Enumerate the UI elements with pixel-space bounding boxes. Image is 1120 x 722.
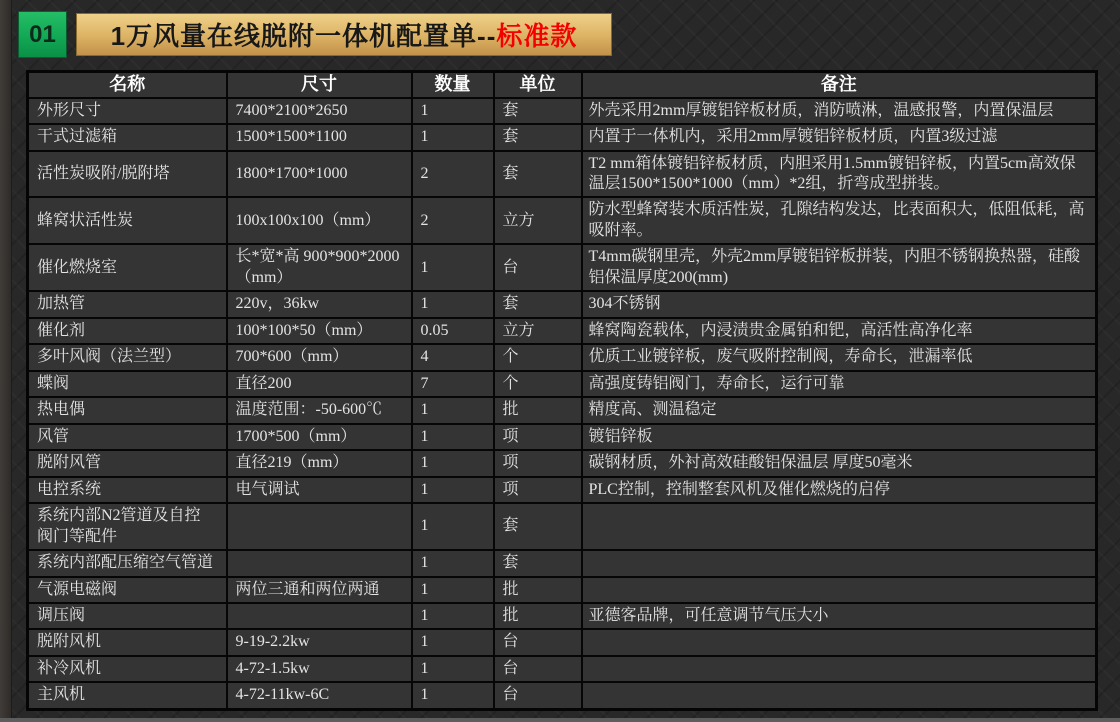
table-cell: 镀铝锌板 bbox=[582, 424, 1097, 450]
table-cell: 温度范围：-50-600℃ bbox=[227, 397, 412, 423]
table-cell: 催化剂 bbox=[28, 318, 227, 344]
table-cell: 蝶阀 bbox=[28, 371, 227, 397]
table-cell: 台 bbox=[494, 682, 582, 709]
slide-number: 01 bbox=[29, 20, 56, 48]
table-row bbox=[28, 397, 1097, 423]
table-cell: 2 bbox=[412, 197, 494, 244]
table-cell: 700*600（mm） bbox=[227, 344, 412, 370]
table-cell: 2 bbox=[412, 151, 494, 198]
table-cell: 套 bbox=[494, 291, 582, 317]
table-row bbox=[28, 656, 1097, 682]
table-cell: 多叶风阀（法兰型） bbox=[28, 344, 227, 370]
table-cell: 套 bbox=[494, 550, 582, 576]
table-cell: 100x100x100（mm） bbox=[227, 197, 412, 244]
header-row bbox=[28, 72, 1097, 98]
table-cell: 脱附风机 bbox=[28, 629, 227, 655]
table-cell: T4mm碳钢里壳，外壳2mm厚镀铝锌板拼装，内胆不锈钢换热器，硅酸铝保温厚度200(mm) bbox=[582, 244, 1097, 291]
column-header: 备注 bbox=[582, 72, 1097, 98]
table-cell: 0.05 bbox=[412, 318, 494, 344]
table-row bbox=[28, 577, 1097, 603]
table-cell: 补冷风机 bbox=[28, 656, 227, 682]
table-cell: 主风机 bbox=[28, 682, 227, 709]
table-cell: 套 bbox=[494, 124, 582, 150]
table-cell: 气源电磁阀 bbox=[28, 577, 227, 603]
table-cell: 1 bbox=[412, 424, 494, 450]
table-cell: 蜂窝陶瓷载体，内浸渍贵金属铂和钯，高活性高净化率 bbox=[582, 318, 1097, 344]
table-cell: 4-72-11kw-6C bbox=[227, 682, 412, 709]
page-title: 1万风量在线脱附一体机配置单-- bbox=[110, 21, 497, 51]
table-row bbox=[28, 424, 1097, 450]
table-cell: 个 bbox=[494, 344, 582, 370]
table-cell: 1 bbox=[412, 682, 494, 709]
table-cell bbox=[227, 603, 412, 629]
table-cell bbox=[582, 682, 1097, 709]
table-row bbox=[28, 371, 1097, 397]
table-cell: 1 bbox=[412, 397, 494, 423]
table-cell: 1 bbox=[412, 244, 494, 291]
table-cell: 系统内部N2管道及自控阀门等配件 bbox=[28, 503, 227, 550]
table-cell: 批 bbox=[494, 577, 582, 603]
table-cell: 套 bbox=[494, 503, 582, 550]
table-cell: 干式过滤箱 bbox=[28, 124, 227, 150]
table-cell: 优质工业镀锌板，废气吸附控制阀，寿命长，泄漏率低 bbox=[582, 344, 1097, 370]
table-cell: 调压阀 bbox=[28, 603, 227, 629]
table-cell: 脱附风管 bbox=[28, 450, 227, 476]
table-cell: 1 bbox=[412, 603, 494, 629]
table-cell: 1 bbox=[412, 629, 494, 655]
table-cell: 1 bbox=[412, 503, 494, 550]
slide-number-badge bbox=[18, 11, 67, 58]
table-cell: 电控系统 bbox=[28, 477, 227, 503]
table-cell: 项 bbox=[494, 477, 582, 503]
table-cell: 7400*2100*2650 bbox=[227, 98, 412, 124]
table-cell: 外壳采用2mm厚镀铝锌板材质，消防喷淋，温感报警，内置保温层 bbox=[582, 98, 1097, 124]
table-cell: 蜂窝状活性炭 bbox=[28, 197, 227, 244]
table-row bbox=[28, 197, 1097, 244]
spec-table-header bbox=[28, 72, 1097, 98]
table-row bbox=[28, 318, 1097, 344]
table-row bbox=[28, 450, 1097, 476]
table-cell: 两位三通和两位两通 bbox=[227, 577, 412, 603]
table-cell: 电气调试 bbox=[227, 477, 412, 503]
table-cell bbox=[227, 503, 412, 550]
table-cell: 立方 bbox=[494, 197, 582, 244]
table-row bbox=[28, 477, 1097, 503]
spec-table bbox=[26, 70, 1098, 711]
table-cell: 亚德客品牌，可任意调节气压大小 bbox=[582, 603, 1097, 629]
table-cell: 台 bbox=[494, 629, 582, 655]
slide-left-edge bbox=[0, 0, 12, 722]
table-cell: 防水型蜂窝装木质活性炭，孔隙结构发达，比表面积大，低阻低耗，高吸附率。 bbox=[582, 197, 1097, 244]
column-header: 名称 bbox=[28, 72, 227, 98]
table-cell: 内置于一体机内，采用2mm厚镀铝锌板材质，内置3级过滤 bbox=[582, 124, 1097, 150]
table-cell: 7 bbox=[412, 371, 494, 397]
table-row bbox=[28, 244, 1097, 291]
table-cell: 项 bbox=[494, 450, 582, 476]
table-cell: 1 bbox=[412, 577, 494, 603]
table-cell: 批 bbox=[494, 603, 582, 629]
table-cell: 个 bbox=[494, 371, 582, 397]
table-cell bbox=[227, 550, 412, 576]
table-cell: 直径219（mm） bbox=[227, 450, 412, 476]
table-cell bbox=[582, 577, 1097, 603]
table-row bbox=[28, 344, 1097, 370]
table-row bbox=[28, 124, 1097, 150]
table-row bbox=[28, 603, 1097, 629]
table-cell: 台 bbox=[494, 656, 582, 682]
table-cell: 套 bbox=[494, 98, 582, 124]
table-cell: 催化燃烧室 bbox=[28, 244, 227, 291]
table-cell: 1 bbox=[412, 124, 494, 150]
table-cell: 1 bbox=[412, 450, 494, 476]
table-cell: 活性炭吸附/脱附塔 bbox=[28, 151, 227, 198]
table-row bbox=[28, 682, 1097, 709]
slide-bottom-edge bbox=[0, 718, 1120, 722]
table-cell: 1 bbox=[412, 477, 494, 503]
table-row bbox=[28, 291, 1097, 317]
table-cell: 1500*1500*1100 bbox=[227, 124, 412, 150]
column-header: 尺寸 bbox=[227, 72, 412, 98]
table-cell bbox=[582, 656, 1097, 682]
table-cell: PLC控制，控制整套风机及催化燃烧的启停 bbox=[582, 477, 1097, 503]
table-cell: 1 bbox=[412, 98, 494, 124]
table-row bbox=[28, 151, 1097, 198]
table-cell: 1 bbox=[412, 656, 494, 682]
table-cell: 长*宽*高 900*900*2000（mm） bbox=[227, 244, 412, 291]
table-cell: 高强度铸铝阀门，寿命长，运行可靠 bbox=[582, 371, 1097, 397]
table-cell: 批 bbox=[494, 397, 582, 423]
table-cell: 4-72-1.5kw bbox=[227, 656, 412, 682]
table-cell: 9-19-2.2kw bbox=[227, 629, 412, 655]
table-cell: 100*100*50（mm） bbox=[227, 318, 412, 344]
table-cell: 1800*1700*1000 bbox=[227, 151, 412, 198]
table-cell: 精度高、测温稳定 bbox=[582, 397, 1097, 423]
table-cell: 套 bbox=[494, 151, 582, 198]
table-row bbox=[28, 98, 1097, 124]
table-cell: 碳钢材质，外衬高效硅酸铝保温层 厚度50毫米 bbox=[582, 450, 1097, 476]
table-cell bbox=[582, 503, 1097, 550]
table-cell: 加热管 bbox=[28, 291, 227, 317]
table-row bbox=[28, 503, 1097, 550]
page-title-highlight: 标准款 bbox=[496, 21, 578, 51]
table-cell: 台 bbox=[494, 244, 582, 291]
spec-table-body bbox=[28, 98, 1097, 710]
table-cell: T2 mm箱体镀铝锌板材质，内胆采用1.5mm镀铝锌板，内置5cm高效保温层1500*1500*1000（mm）*2组，折弯成型拼装。 bbox=[582, 151, 1097, 198]
table-row bbox=[28, 629, 1097, 655]
table-cell: 1 bbox=[412, 550, 494, 576]
table-cell bbox=[582, 550, 1097, 576]
table-cell: 立方 bbox=[494, 318, 582, 344]
table-cell: 1700*500（mm） bbox=[227, 424, 412, 450]
table-cell: 风管 bbox=[28, 424, 227, 450]
table-cell: 项 bbox=[494, 424, 582, 450]
table-cell: 外形尺寸 bbox=[28, 98, 227, 124]
table-cell: 1 bbox=[412, 291, 494, 317]
table-cell: 热电偶 bbox=[28, 397, 227, 423]
table-cell: 304不锈钢 bbox=[582, 291, 1097, 317]
table-cell bbox=[582, 629, 1097, 655]
table-row bbox=[28, 550, 1097, 576]
table-cell: 220v，36kw bbox=[227, 291, 412, 317]
table-cell: 4 bbox=[412, 344, 494, 370]
table-cell: 系统内部配压缩空气管道 bbox=[28, 550, 227, 576]
column-header: 单位 bbox=[494, 72, 582, 98]
column-header: 数量 bbox=[412, 72, 494, 98]
table-cell: 直径200 bbox=[227, 371, 412, 397]
title-bar bbox=[76, 13, 612, 56]
